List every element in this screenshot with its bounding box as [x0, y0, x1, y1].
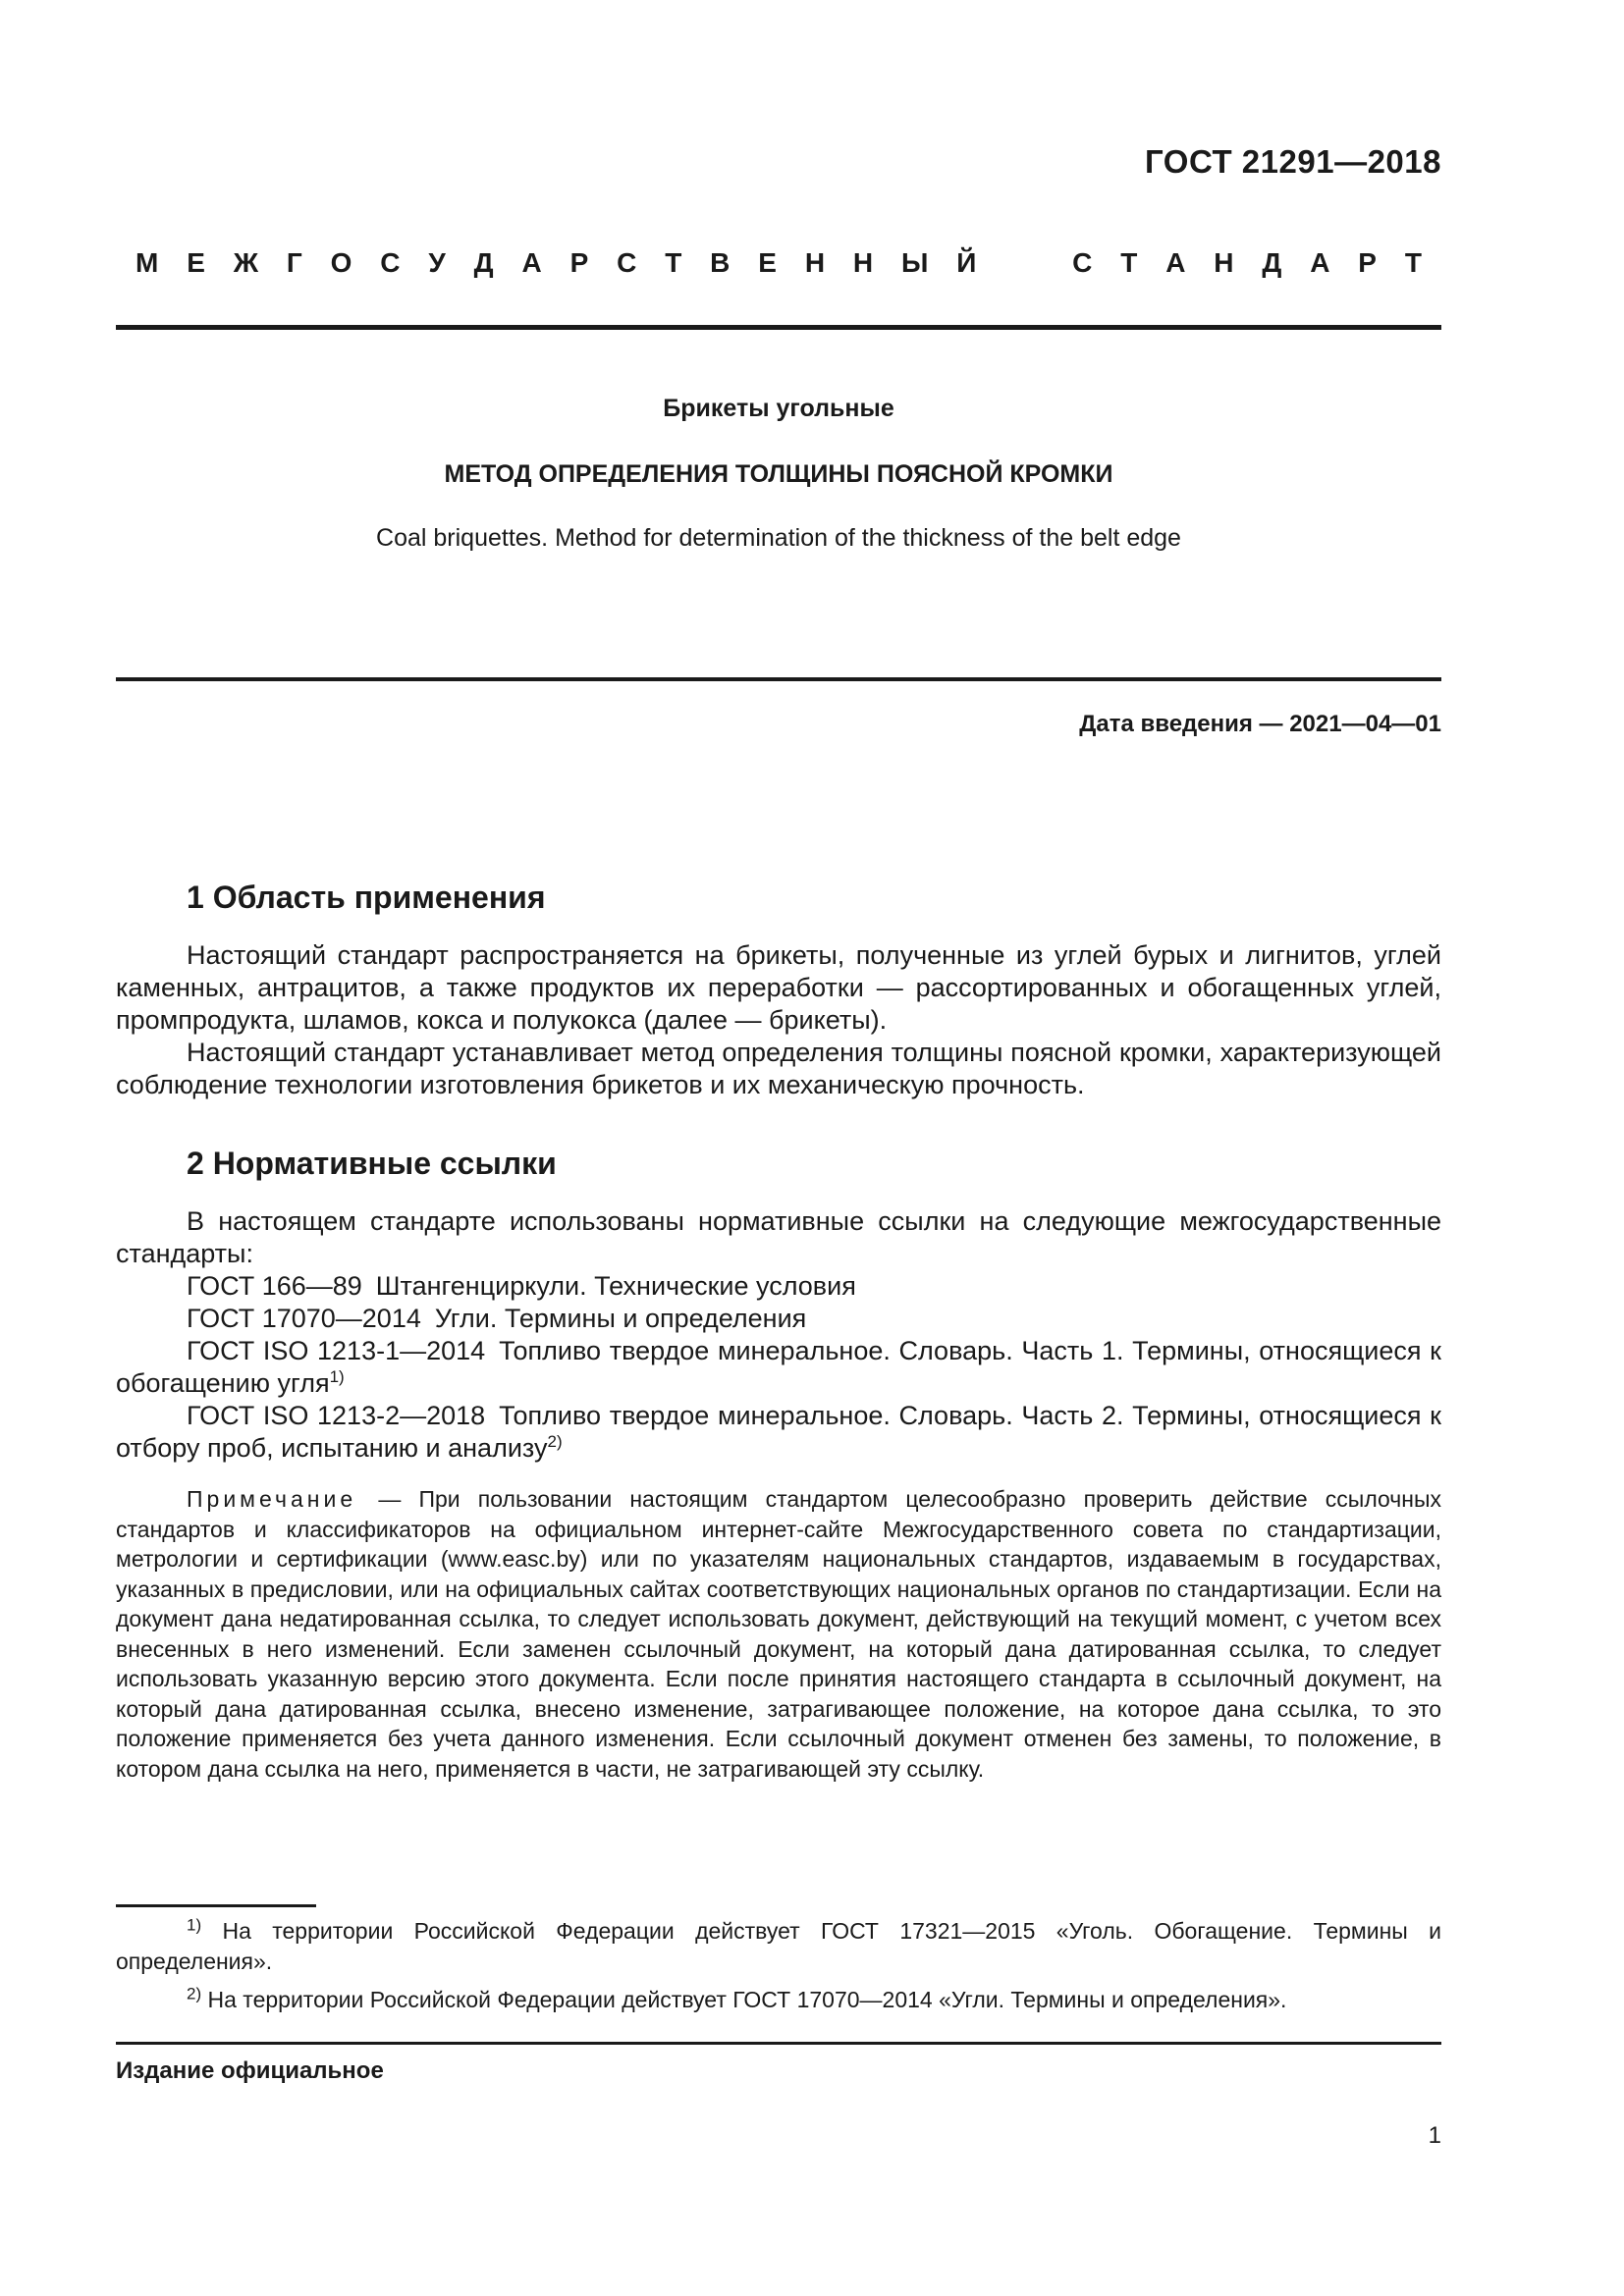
reference-title: Топливо твердое минеральное. Словарь. Часть 1. Термины, относящиеся к обогащению угля — [116, 1336, 1441, 1398]
reference-code: ГОСТ 166—89 — [187, 1271, 362, 1301]
reference-title: Топливо твердое минеральное. Словарь. Часть 2. Термины, относящиеся к отбору проб, испытанию и анализу — [116, 1401, 1441, 1463]
section-1-heading: 1 Область применения — [187, 880, 546, 915]
standard-type-letter: У — [428, 247, 446, 278]
section-2-heading: 2 Нормативные ссылки — [187, 1146, 557, 1181]
document-title: Брикеты угольные — [663, 395, 894, 422]
note-block — [116, 1484, 1441, 1784]
standard-type-letter: Н — [1214, 247, 1234, 278]
standard-type-letter: О — [330, 247, 352, 278]
normative-references-list — [116, 1270, 1441, 1465]
standard-type-letter: С — [1072, 247, 1093, 278]
footnote-mark: 1) — [187, 1915, 202, 1935]
footnote-marker: 1) — [329, 1367, 345, 1386]
standard-type-letter: М — [135, 247, 159, 278]
note-label: Примечание — [187, 1486, 357, 1512]
section-2-intro — [116, 1205, 1441, 1270]
reference-item — [116, 1303, 1441, 1335]
footer-rule — [116, 2042, 1441, 2045]
standard-type-letter: В — [710, 247, 731, 278]
reference-item — [116, 1400, 1441, 1465]
section-2-intro-text: В настоящем стандарте использованы нормативные ссылки на следующие межгосударственные стандарты: — [116, 1206, 1441, 1268]
document-page — [116, 0, 1441, 2296]
standard-type-letter: Ы — [901, 247, 929, 278]
footnote-item — [116, 1916, 1441, 1977]
footnotes — [116, 1916, 1441, 2023]
standard-type-letter: А — [1310, 247, 1330, 278]
standard-type-letter: Р — [569, 247, 589, 278]
standard-type-letter: Ж — [233, 247, 259, 278]
footnote-mark: 2) — [187, 1984, 202, 2003]
note-text: — При пользовании настоящим стандартом целесообразно проверить действие ссылочных стандартов и классификаторов на официальном интернет-сайте Межгосударственного совета по стандартизации, метрологии и сертификации (www.easc.by) или по указателям национальных стандартов, издаваемым в государствах, указанных в предисловии, или на официальных сайтах соответствующих национальных органов по стандартизации. Если на документ дана недатированная ссылка, то следует использовать документ, действующий на текущий момент, с учетом всех внесенных в него изменений. Если заменен ссылочный документ, на который дана датированная ссылка, то следует использовать указанную версию этого документа. Если после принятия настоящего стандарта в ссылочный документ, на который дана датированная ссылка, внесено изменение, затрагивающее положение, на которое дана ссылка, то это положение применяется без учета данного изменения. Если ссылочный документ отменен без замены, то положение, в котором дана ссылка на него, применяется в части, не затрагивающей эту ссылку. — [116, 1486, 1442, 1782]
section-1-body — [116, 939, 1441, 1101]
standard-type-letter: А — [1165, 247, 1186, 278]
standard-type-letter: Н — [852, 247, 874, 278]
word-gap — [1004, 247, 1044, 279]
introduction-date: Дата введения — 2021—04—01 — [1079, 711, 1441, 737]
standard-type-letter: А — [521, 247, 542, 278]
standard-type-letter: С — [380, 247, 401, 278]
section-1-paragraph: Настоящий стандарт распространяется на брикеты, полученные из углей бурых и лигнитов, углей каменных, антрацитов, а также продуктов их переработки — рассортированных и обогащенных углей, промпродукта, шламов, кокса и полукокса (далее — брикеты). — [116, 940, 1441, 1035]
reference-code: ГОСТ ISO 1213-1—2014 — [187, 1336, 486, 1365]
official-edition-label: Издание официальное — [116, 2057, 384, 2084]
standard-type-letter: Т — [1120, 247, 1138, 278]
reference-title: Штангенциркули. Технические условия — [375, 1271, 856, 1301]
standard-type-letter: Т — [1404, 247, 1422, 278]
top-rule — [116, 325, 1441, 330]
document-title-english: Coal briquettes. Method for determination of the thickness of the belt edge — [376, 524, 1181, 552]
footnote-text: На территории Российской Федерации действует ГОСТ 17321—2015 «Уголь. Обогащение. Термины и определения». — [116, 1918, 1441, 1974]
standard-type-letter: Е — [758, 247, 777, 278]
standard-type-letter: Р — [1358, 247, 1377, 278]
standard-type-letter: Н — [804, 247, 826, 278]
standard-type-letter: Д — [473, 247, 494, 278]
footnote-item — [116, 1985, 1441, 2015]
standard-type-letter: Г — [286, 247, 302, 278]
standard-type-letter: Д — [1262, 247, 1282, 278]
footnote-text: На территории Российской Федерации действует ГОСТ 17070—2014 «Угли. Термины и определения». — [207, 1987, 1287, 2012]
document-subtitle: МЕТОД ОПРЕДЕЛЕНИЯ ТОЛЩИНЫ ПОЯСНОЙ КРОМКИ — [444, 460, 1113, 488]
section-1-paragraph: Настоящий стандарт устанавливает метод определения толщины поясной кромки, характеризующей соблюдение технологии изготовления брикетов и их механическую прочность. — [116, 1038, 1441, 1099]
standard-type-line — [135, 247, 1422, 279]
reference-item — [116, 1335, 1441, 1400]
reference-item — [116, 1270, 1441, 1303]
footnote-separator — [116, 1904, 316, 1907]
reference-title: Угли. Термины и определения — [434, 1304, 807, 1333]
title-bottom-rule — [116, 677, 1441, 681]
footnote-marker: 2) — [547, 1432, 563, 1451]
reference-code: ГОСТ ISO 1213-2—2018 — [187, 1401, 486, 1430]
reference-code: ГОСТ 17070—2014 — [187, 1304, 421, 1333]
document-number: ГОСТ 21291—2018 — [1145, 143, 1441, 180]
standard-type-letter: Е — [187, 247, 205, 278]
standard-type-letter: Й — [956, 247, 977, 278]
standard-type-letter: С — [617, 247, 637, 278]
page-number: 1 — [1428, 2122, 1441, 2149]
standard-type-letter: Т — [665, 247, 682, 278]
